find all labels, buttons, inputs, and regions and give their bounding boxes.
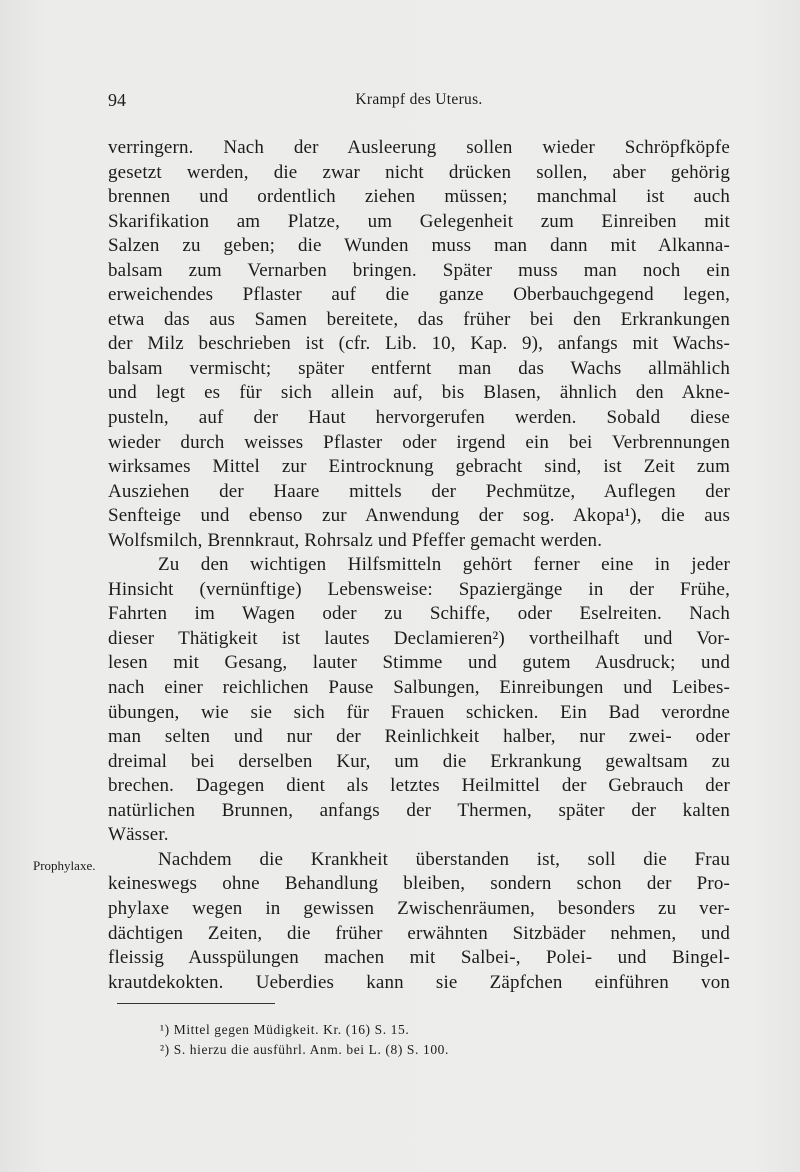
page-header (108, 90, 730, 114)
text-line: balsam zum Vernarben bringen. Später muss man noch ein (108, 259, 730, 281)
text-line: dreimal bei derselben Kur, um die Erkrankung gewaltsam zu (108, 750, 730, 772)
running-title: Krampf des Uterus. (355, 91, 483, 108)
text-line: dächtigen Zeiten, die früher erwähnten Sitzbäder nehmen, und (108, 922, 730, 944)
text-line: Hinsicht (vernünftige) Lebensweise: Spaziergänge in der Frühe, (108, 578, 730, 600)
text-line: übungen, wie sie sich für Frauen schicken. Ein Bad verordne (108, 701, 730, 723)
text-line: Salzen zu geben; die Wunden muss man dann mit Alkanna- (108, 235, 730, 257)
footnote-rule (117, 1003, 275, 1004)
text-line: und legt es für sich allein auf, bis Blasen, ähnlich den Akne- (108, 382, 730, 404)
margin-note: Prophylaxe. (33, 858, 96, 873)
text-line: Wässer. (108, 824, 169, 846)
text-line: keineswegs ohne Behandlung bleiben, sondern schon der Pro- (108, 873, 730, 895)
text-line: Nachdem die Krankheit überstanden ist, soll die Frau (158, 848, 730, 870)
text-line: Wolfsmilch, Brennkraut, Rohrsalz und Pfeffer gemacht werden. (108, 529, 603, 551)
text-line: wirksames Mittel zur Eintrocknung gebracht sind, ist Zeit zum (108, 456, 730, 478)
text-line: etwa das aus Samen bereitete, das früher bei den Erkrankungen (108, 308, 730, 330)
footnote: ²) S. hierzu die ausführl. Anm. bei L. (8) S. 100. (160, 1042, 450, 1057)
text-line: verringern. Nach der Ausleerung sollen wieder Schröpfköpfe (108, 137, 730, 158)
text-line: Fahrten im Wagen oder zu Schiffe, oder Eselreiten. Nach (108, 603, 730, 625)
body-text (108, 136, 730, 995)
text-line: dieser Thätigkeit ist lautes Declamieren²) vortheilhaft und Vor- (108, 627, 730, 649)
text-line: brennen und ordentlich ziehen müssen; manchmal ist auch (108, 186, 730, 208)
text-line: Ausziehen der Haare mittels der Pechmütze, Auflegen der (108, 480, 730, 502)
text-line: erweichendes Pflaster auf die ganze Oberbauchgegend legen, (108, 284, 730, 306)
text-line: nach einer reichlichen Pause Salbungen, Einreibungen und Leibes- (108, 677, 730, 699)
text-line: Skarifikation am Platze, um Gelegenheit zum Einreiben mit (108, 210, 730, 232)
text-line: man selten und nur der Reinlichkeit halber, nur zwei- oder (108, 726, 730, 748)
text-line: krautdekokten. Ueberdies kann sie Zäpfchen einführen von (108, 971, 730, 993)
text-line: brechen. Dagegen dient als letztes Heilmittel der Gebrauch der (108, 775, 730, 797)
text-line: fleissig Ausspülungen machen mit Salbei-, Polei- und Bingel- (108, 947, 730, 969)
text-line: gesetzt werden, die zwar nicht drücken sollen, aber gehörig (108, 161, 730, 183)
page-number: 94 (108, 90, 126, 110)
text-line: balsam vermischt; später entfernt man das Wachs allmählich (108, 357, 730, 379)
text-line: der Milz beschrieben ist (cfr. Lib. 10, Kap. 9), anfangs mit Wachs- (108, 333, 730, 355)
text-line: natürlichen Brunnen, anfangs der Thermen, später der kalten (108, 799, 730, 821)
text-line: phylaxe wegen in gewissen Zwischenräumen, besonders zu ver- (108, 897, 730, 919)
text-line: lesen mit Gesang, lauter Stimme und gutem Ausdruck; und (108, 652, 730, 674)
text-line: Zu den wichtigen Hilfsmitteln gehört ferner eine in jeder (158, 554, 730, 576)
text-line: Senfteige und ebenso zur Anwendung der sog. Akopa¹), die aus (108, 505, 730, 527)
footnotes (160, 1020, 660, 1060)
text-line: wieder durch weisses Pflaster oder irgend ein bei Verbrennungen (108, 431, 730, 453)
footnote: ¹) Mittel gegen Müdigkeit. Kr. (16) S. 15. (160, 1022, 410, 1037)
text-line: pusteln, auf der Haut hervorgerufen werden. Sobald diese (108, 407, 730, 429)
